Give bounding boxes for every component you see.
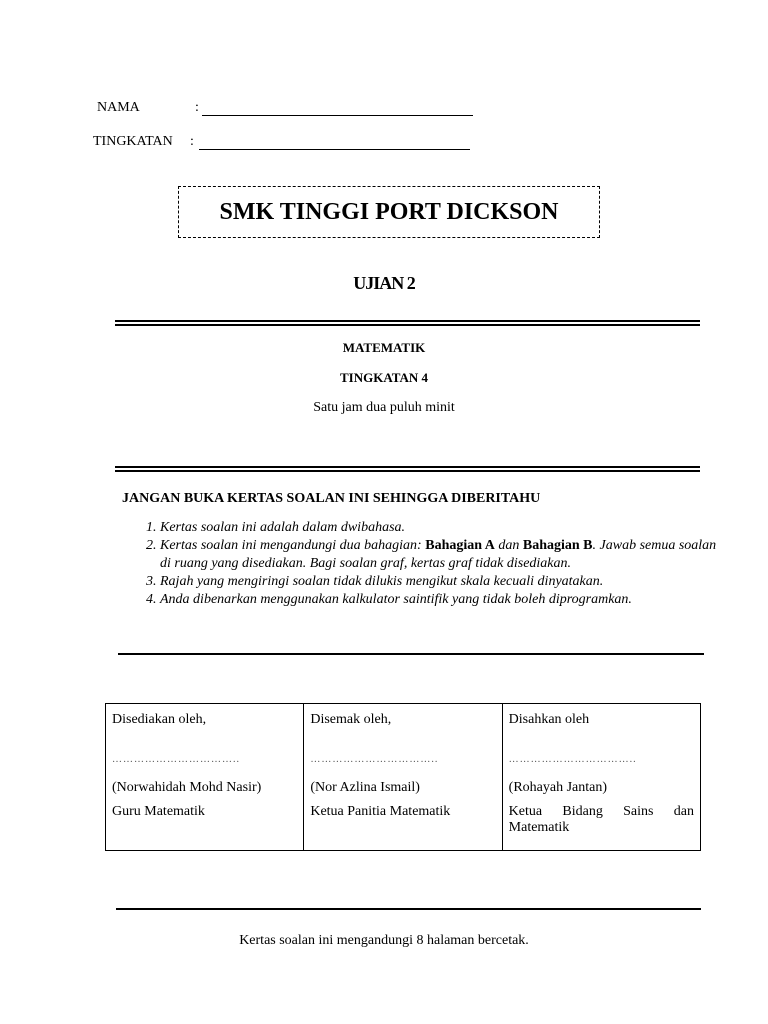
school-name: SMK TINGGI PORT DICKSON bbox=[219, 198, 559, 225]
signature-role: Ketua Panitia Matematik bbox=[310, 804, 451, 819]
instruction-item: 2. Kertas soalan ini mengandungi dua bahagian: Bahagian A dan Bahagian B. Jawab semua soalan di ruang yang disediakan. Bagi soalan graf, kertas graf tidak disediakan. bbox=[160, 537, 720, 573]
signature-dots: …………………………….. bbox=[112, 754, 240, 765]
tingkatan-blank-line bbox=[199, 149, 470, 150]
double-rule-bottom bbox=[115, 466, 700, 472]
rule-before-footer bbox=[116, 908, 701, 910]
exam-duration: Satu jam dua puluh minit bbox=[313, 400, 455, 415]
signature-name: (Rohayah Jantan) bbox=[508, 780, 608, 795]
signature-title: Disemak oleh, bbox=[310, 712, 392, 727]
instruction-item: 1. Kertas soalan ini adalah dalam dwibahasa. bbox=[160, 519, 720, 537]
footer-note: Kertas soalan ini mengandungi 8 halaman bercetak. bbox=[239, 933, 529, 948]
signature-dots: …………………………….. bbox=[508, 754, 637, 765]
double-rule-top bbox=[115, 320, 700, 326]
signature-cell-prepared bbox=[106, 704, 304, 851]
tingkatan-colon: : bbox=[190, 134, 194, 149]
signature-role: Guru Matematik bbox=[112, 804, 205, 819]
signature-name: (Nor Azlina Ismail) bbox=[310, 780, 420, 795]
signature-cell-checked bbox=[304, 704, 502, 851]
school-name-box bbox=[178, 186, 600, 238]
instruction-item: 3. Rajah yang mengiringi soalan tidak dilukis mengikut skala kecuali dinyatakan. bbox=[160, 573, 720, 591]
signature-role: Ketua Bidang Sains dan Matematik bbox=[508, 804, 694, 835]
nama-label: NAMA bbox=[97, 100, 140, 115]
signature-dots: …………………………….. bbox=[310, 754, 439, 765]
warning-heading: JANGAN BUKA KERTAS SOALAN INI SEHINGGA DIBERITAHU bbox=[122, 491, 541, 506]
tingkatan-label: TINGKATAN bbox=[93, 134, 173, 149]
nama-blank-line bbox=[202, 115, 473, 116]
signature-table bbox=[105, 703, 701, 851]
rule-after-instructions bbox=[118, 653, 704, 655]
instruction-item: 4. Anda dibenarkan menggunakan kalkulator saintifik yang tidak boleh diprogramkan. bbox=[160, 591, 720, 609]
signature-cell-approved bbox=[502, 704, 700, 851]
exam-form: TINGKATAN 4 bbox=[340, 370, 428, 385]
nama-field bbox=[97, 100, 140, 116]
exam-title: UJIAN 2 bbox=[353, 273, 415, 293]
instruction-list bbox=[120, 519, 720, 609]
exam-subject: MATEMATIK bbox=[342, 340, 426, 355]
signature-title: Disahkan oleh bbox=[508, 712, 590, 727]
nama-colon: : bbox=[195, 100, 199, 115]
signature-title: Disediakan oleh, bbox=[112, 712, 207, 727]
signature-name: (Norwahidah Mohd Nasir) bbox=[112, 780, 262, 795]
